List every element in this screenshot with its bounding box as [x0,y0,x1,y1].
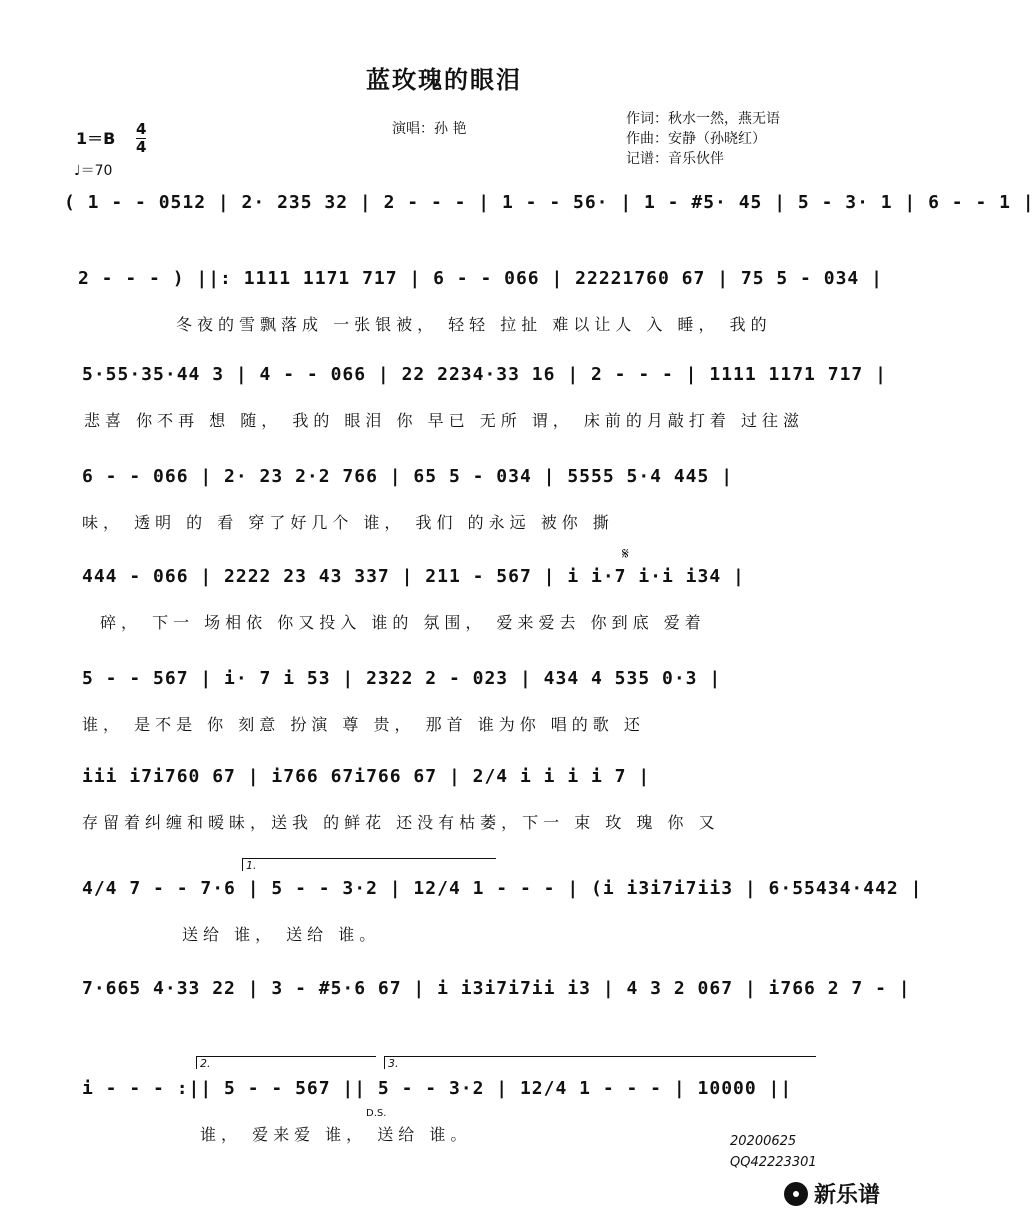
composer-credit: 作曲：安静（孙晓红） [626,131,766,147]
notation-line: iii i7i760 67 | i766 67i766 67 | 2/4 i i i i 7 | [82,766,651,787]
time-signature-bottom: 4 [136,138,147,156]
volta-2: 2. [196,1056,376,1069]
lyric-line: 味， 透明 的 看 穿了好几个 谁， 我们 的永远 被你 撕 [82,513,614,532]
date-stamp: 20200625 [730,1134,797,1149]
lyric-line: 谁， 爱来爱 谁， 送给 谁。 [200,1125,472,1144]
tempo-mark: ♩＝70 [74,163,113,179]
qq-number: QQ42223301 [730,1155,817,1170]
lyric-line: 送给 谁， 送给 谁。 [182,925,381,944]
lyric-line: 谁， 是不是 你 刻意 扮演 尊 贵， 那首 谁为你 唱的歌 还 [82,715,645,734]
time-signature [136,121,146,156]
volta-1: 1. [242,858,496,871]
lyricist-credit: 作词：秋水一然，燕无语 [626,111,780,127]
volta-3: 3. [384,1056,816,1069]
lyric-line: 冬夜的雪飘落成 一张银被， 轻轻 拉扯 难以让人 入 睡， 我的 [176,315,772,334]
lyric-line: 碎， 下一 场相依 你又投入 谁的 氛围， 爱来爱去 你到底 爱着 [100,613,706,632]
key-signature: 1＝B [76,129,116,148]
lyric-line: 悲喜 你不再 想 随， 我的 眼泪 你 早已 无所 谓， 床前的月敲打着 过往滋 [84,411,804,430]
notation-line: 2 - - - ) ||: 1111 1171 717 | 6 - - 066 | 22221760 67 | 75 5 - 034 | [78,268,883,289]
ds-mark: D.S. [366,1108,387,1119]
segno-mark: 𝄋 [622,544,629,563]
notation-line: i - - - :|| 5 - - 567 || 5 - - 3·2 | 12/4 1 - - - | 10000 || [82,1078,793,1099]
site-logo [784,1178,880,1209]
notation-line: ( 1 - - 0512 | 2· 235 32 | 2 - - - | 1 - - 56· | 1 - #5· 45 | 5 - 3· 1 | 6 - - 1 | [64,192,1035,213]
notation-line: 6 - - 066 | 2· 23 2·2 766 | 65 5 - 034 | 5555 5·4 445 | [82,466,734,487]
time-signature-top: 4 [136,120,147,138]
song-title: 蓝玫瑰的眼泪 [366,66,522,94]
notation-line: 444 - 066 | 2222 23 43 337 | 211 - 567 | i i·7 i·i i34 | [82,566,745,587]
notation-line: 4/4 7 - - 7·6 | 5 - - 3·2 | 12/4 1 - - - | (i i3i7i7ii3 | 6·55434·442 | [82,878,923,899]
notator-credit: 记谱：音乐伙伴 [626,151,724,167]
logo-text: 新乐谱 [813,1183,880,1208]
notation-line: 5 - - 567 | i· 7 i 53 | 2322 2 - 023 | 434 4 535 0·3 | [82,668,722,689]
singer-credit: 演唱：孙 艳 [392,121,467,137]
notation-line: 5·55·35·44 3 | 4 - - 066 | 22 2234·33 16 | 2 - - - | 1111 1171 717 | [82,364,887,385]
lyric-line: 存留着纠缠和暧昧，送我 的鲜花 还没有枯萎，下一 束 玫 瑰 你 又 [82,813,720,832]
notation-line: 7·665 4·33 22 | 3 - #5·6 67 | i i3i7i7ii i3 | 4 3 2 067 | i766 2 7 - | [82,978,911,999]
record-icon [784,1182,808,1206]
